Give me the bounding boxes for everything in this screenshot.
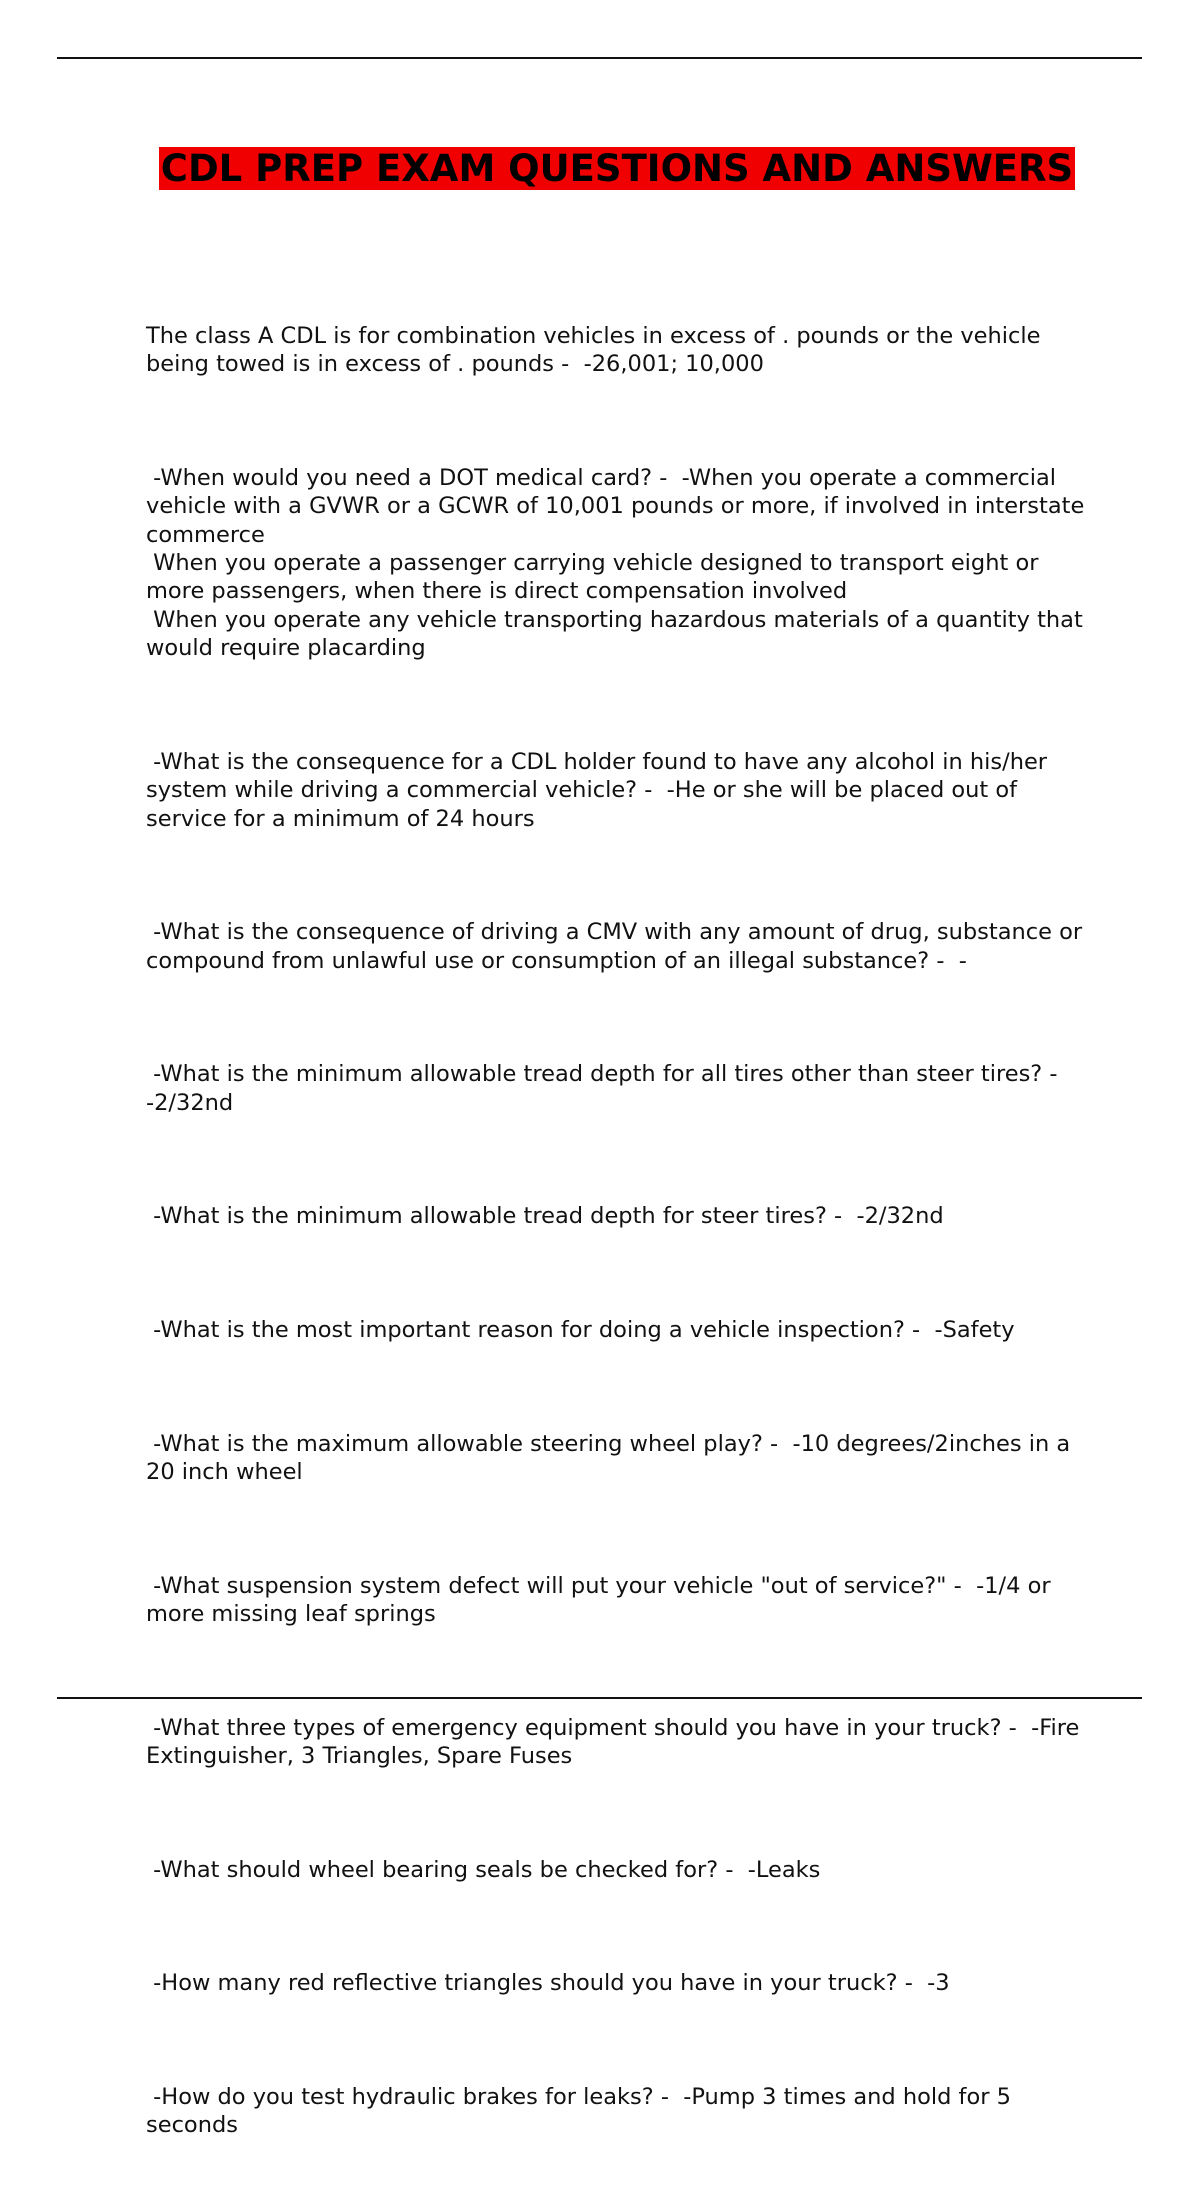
qa-entry: The class A CDL is for combination vehicles in excess of . pounds or the vehicle being towed is in excess of . pounds - -26,001; 10,000	[146, 322, 1048, 378]
title-highlight: CDL PREP EXAM QUESTIONS AND ANSWERS	[160, 147, 1074, 190]
qa-entry: -What three types of emergency equipment should you have in your truck? - -Fire Extinguisher, 3 Triangles, Spare Fuses	[146, 1714, 1087, 1769]
qa-entry: -What is the consequence of driving a CMV with any amount of drug, substance or compound from unlawful use or consumption of an illegal substance? - -	[146, 919, 1090, 974]
qa-entry: -How many red reflective triangles should you have in your truck? - -3	[146, 1970, 950, 1997]
qa-entry: -How do you test hydraulic brakes for leaks? - -Pump 3 times and hold for 5 seconds	[146, 2083, 1019, 2139]
qa-entry: -What is the minimum allowable tread depth for steer tires? - -2/32nd	[146, 1203, 944, 1230]
top-divider	[57, 57, 1142, 59]
qa-entry: -When would you need a DOT medical card? - -When you operate a commercial vehicle with a GVWR or a GCWR of 10,001 pounds or more, if involved in interstate commerce When you operate a passenger carrying vehicle designed to transport eight or more passengers, when there is direct compensation involved When you operate any vehicle transporting hazardous materials of a quantity that would require placarding	[146, 464, 1085, 662]
qa-entry: -What is the minimum allowable tread depth for all tires other than steer tires? - -2/32nd	[146, 1061, 1072, 1116]
bottom-divider	[57, 1697, 1142, 1699]
qa-entry: -What is the most important reason for doing a vehicle inspection? - -Safety	[146, 1316, 1015, 1343]
qa-entry: -What suspension system defect will put your vehicle "out of service?" - -1/4 or more missing leaf springs	[146, 1572, 1058, 1627]
qa-entry: -What should wheel bearing seals be checked for? - -Leaks	[146, 1856, 821, 1883]
document-title	[146, 145, 1088, 192]
document-body	[146, 265, 1096, 2196]
qa-entry: -What is the maximum allowable steering wheel play? - -10 degrees/2inches in a 20 inch wheel	[146, 1430, 1078, 1485]
qa-entry: -What is the consequence for a CDL holder found to have any alcohol in his/her system while driving a commercial vehicle? - -He or she will be placed out of service for a minimum of 24 hours	[146, 748, 1055, 832]
